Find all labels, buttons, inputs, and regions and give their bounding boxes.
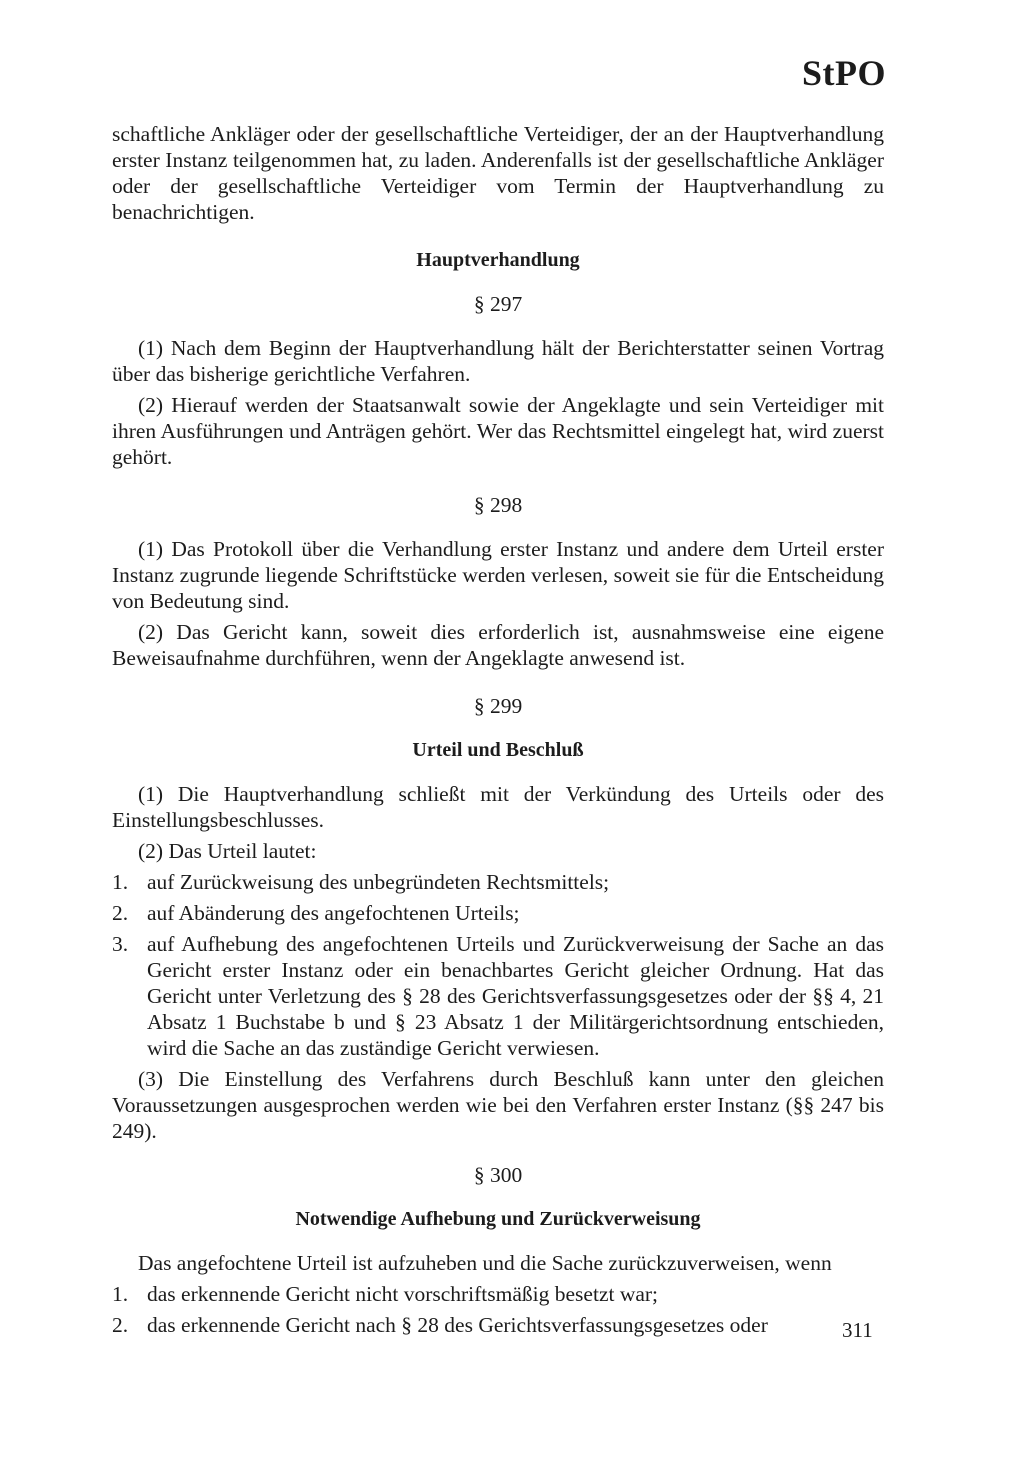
section-297-heading: Hauptverhandlung [416, 249, 580, 271]
list-item [112, 931, 884, 1061]
section-300-heading: Notwendige Aufhebung und Zurückverweisung [295, 1208, 701, 1230]
list-item-number: 1. [112, 1282, 129, 1306]
list-item-text: auf Abänderung des angefochtenen Urteils; [147, 901, 520, 925]
list-item-text: auf Zurückweisung des unbegründeten Rechtsmittels; [147, 870, 610, 894]
list-item-number: 2. [112, 1313, 129, 1337]
intro-paragraph: schaftliche Ankläger oder der gesellschaftliche Verteidiger, der an der Hauptverhandlung erster Instanz teilgenommen hat, zu laden. Anderenfalls ist der gesellschaftliche Ankläger oder der gesellschaftliche Verteidiger vom Termin der Hauptverhandlung zu benachrichtigen. [112, 122, 884, 224]
section-299-number: § 299 [473, 694, 523, 718]
list-item-text: das erkennende Gericht nicht vorschriftsmäßig besetzt war; [147, 1282, 659, 1306]
section-298-paragraph-2: (2) Das Gericht kann, soweit dies erforderlich ist, ausnahmsweise eine eigene Beweisaufnahme durchführen, wenn der Angeklagte anwesend ist. [112, 620, 884, 670]
list-item-number: 2. [112, 901, 129, 925]
page-header-code: StPO [802, 53, 887, 93]
section-299-paragraph-3: (3) Die Einstellung des Verfahrens durch Beschluß kann unter den gleichen Voraussetzungen ausgesprochen werden wie bei den Verfahren erster Instanz (§§ 247 bis 249). [112, 1067, 884, 1143]
page-number: 311 [842, 1318, 873, 1342]
list-item [112, 1281, 884, 1307]
section-298-number: § 298 [473, 493, 523, 517]
document-body [112, 121, 884, 1338]
section-297-paragraph-2: (2) Hierauf werden der Staatsanwalt sowie der Angeklagte und sein Verteidiger mit ihren Ausführungen und Anträgen gehört. Wer das Rechtsmittel eingelegt hat, wird zuerst gehört. [112, 393, 884, 469]
section-297-number: § 297 [473, 292, 523, 316]
section-299-heading: Urteil und Beschluß [412, 739, 584, 761]
section-298-paragraph-1: (1) Das Protokoll über die Verhandlung erster Instanz und andere dem Urteil erster Instanz zugrunde liegende Schriftstücke werden verlesen, soweit sie für die Entscheidung von Bedeutung sind. [112, 537, 884, 613]
section-299-paragraph-2: (2) Das Urteil lautet: [138, 839, 317, 863]
list-item-text: das erkennende Gericht nach § 28 des Gerichtsverfassungsgesetzes oder [147, 1313, 768, 1337]
list-item-text: auf Aufhebung des angefochtenen Urteils und Zurückverweisung der Sache an das Gericht erster Instanz oder ein benachbartes Gericht gleicher Ordnung. Hat das Gericht unter Verletzung des § 28 des Gerichtsverfassungsgesetzes oder der §§ 4, 21 Absatz 1 Buchstabe b und § 23 Absatz 1 der Militärgerichtsordnung entschieden, wird die Sache an das zuständige Gericht verwiesen. [147, 932, 884, 1060]
list-item-number: 3. [112, 932, 129, 956]
list-item-number: 1. [112, 870, 129, 894]
section-300-number: § 300 [473, 1163, 523, 1187]
section-299-paragraph-1: (1) Die Hauptverhandlung schließt mit der Verkündung des Urteils oder des Einstellungsbeschlusses. [112, 782, 884, 832]
section-300-paragraph-1: Das angefochtene Urteil ist aufzuheben und die Sache zurückzuverweisen, wenn [138, 1251, 832, 1275]
list-item [112, 869, 884, 895]
section-297-paragraph-1: (1) Nach dem Beginn der Hauptverhandlung hält der Berichterstatter seinen Vortrag über das bisherige gerichtliche Verfahren. [112, 336, 884, 386]
list-item [112, 900, 884, 926]
list-item [112, 1312, 884, 1338]
